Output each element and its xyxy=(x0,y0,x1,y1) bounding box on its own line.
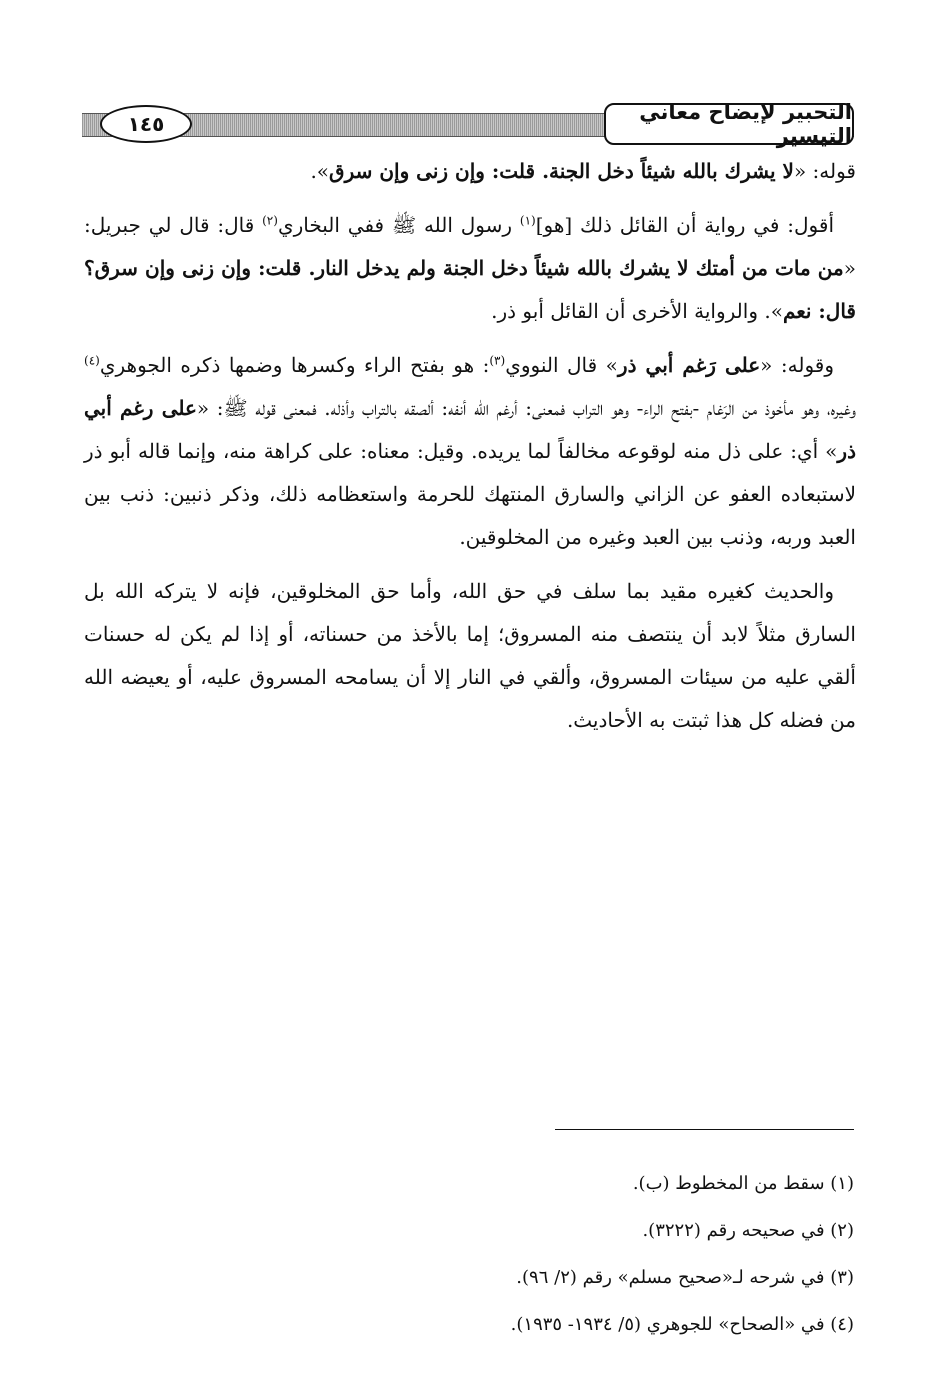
running-header xyxy=(82,100,854,148)
text-span: قال: قال لي جبريل: « xyxy=(84,213,856,280)
page-number: ١٤٥ xyxy=(100,105,192,143)
text-span: » قال النووي xyxy=(505,353,618,377)
footnote-ref: (٣) xyxy=(489,353,506,368)
text-span: : هو بفتح الراء وكسرها وضمها ذكره الجوهري xyxy=(99,353,490,377)
footnote-ref: (٤) xyxy=(84,353,100,368)
text-span: ». والرواية الأخرى أن القائل أبو ذر. xyxy=(491,299,783,323)
hadith-quote: لا يشرك بالله شيئاً دخل الجنة. قلت: وإن زنى وإن سرق xyxy=(329,159,794,183)
footnote-1: (١) سقط من المخطوط (ب). xyxy=(632,1173,854,1194)
hadith-quote: على رَغم أبي ذر xyxy=(617,353,761,377)
main-text xyxy=(84,150,856,753)
footnote-separator xyxy=(555,1129,854,1130)
text-span: وقوله: « xyxy=(760,353,834,377)
text-span: وغيره، وهو مأخوذ من الرَغام -بفتح الراء- وهو التراب فمعنى: أرغم الله أنفه: ألصقه بالتراب وأذله. فمعنى قوله ﷺ: « xyxy=(196,396,857,420)
paragraph-3 xyxy=(84,344,856,559)
footnotes xyxy=(84,1160,854,1348)
text-span: قوله: « xyxy=(793,159,856,183)
footnote-4: (٤) في «الصحاح» للجوهري (٥/ ١٩٣٤- ١٩٣٥). xyxy=(510,1314,854,1335)
paragraph-1 xyxy=(84,150,856,193)
footnote-ref: (٢) xyxy=(262,213,278,228)
footnote-ref: (١) xyxy=(519,213,536,228)
paragraph-2 xyxy=(84,204,856,333)
text-span: ». xyxy=(310,159,330,183)
text-span: رسول الله ﷺ ففي البخاري xyxy=(277,213,520,237)
hadith-quote: من مات من أمتك لا يشرك بالله شيئاً دخل الجنة ولم يدخل النار. قلت: وإن زنى وإن سرق؟ قال: نعم xyxy=(84,256,856,323)
paragraph-4: والحديث كغيره مقيد بما سلف في حق الله، وأما حق المخلوقين، فإنه لا يتركه الله بل السارق مثلاً لابد أن ينتصف منه المسروق؛ إما بالأخذ من حسناته، أو إذا لم يكن له حسنات ألقي عليه من سيئات المسروق، وألقي في النار إلا أن يسامحه المسروق عليه، أو يعيضه الله من فضله كل هذا ثبتت به الأحاديث. xyxy=(84,579,856,732)
hadith-quote: على رغم أبي ذر xyxy=(84,396,856,463)
text-span: » أي: على ذل منه لوقوعه مخالفاً لما يريده. وقيل: معناه: على كراهة منه، وإنما قاله أبو ذر لاستبعاده العفو عن الزاني والسارق المنتهك للحرمة واستعظامه ذلك، وذكر ذنبين: ذنب بين العبد وربه، وذنب بين العبد وغيره من المخلوقين. xyxy=(84,439,856,549)
text-span: أقول: في رواية أن القائل ذلك [هو] xyxy=(535,213,835,237)
footnote-2: (٢) في صحيحه رقم (٣٢٢٢). xyxy=(642,1220,854,1241)
footnote-3: (٣) في شرحه لـ«صحيح مسلم» رقم (٢/ ٩٦). xyxy=(516,1267,854,1288)
book-title: التحبير لإيضاح معاني التيسير xyxy=(604,103,854,145)
